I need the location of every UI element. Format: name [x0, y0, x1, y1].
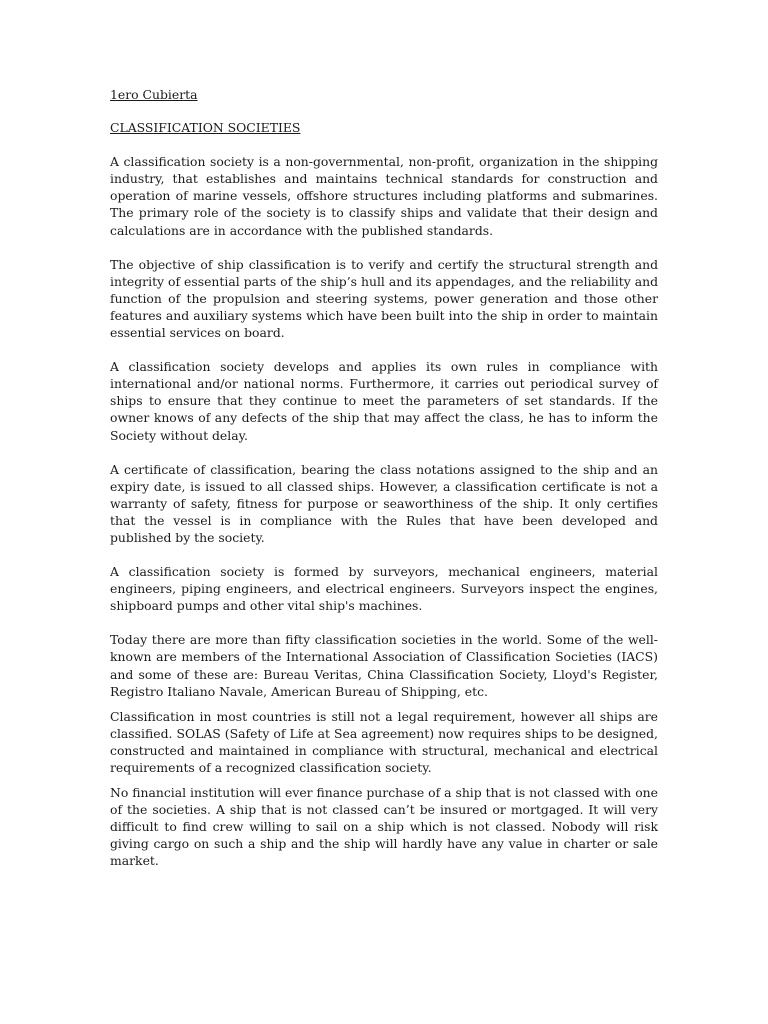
paragraph-legal: Classification in most countries is still not a legal requirement, however all ships are classified. SOLAS (Safety of Life at Sea agreement) now requires ships to be designed, constructed and maintained in compliance with structural, mechanical and electrical requirements of a recognized classification society. [110, 708, 658, 775]
paragraph-certificate: A certificate of classification, bearing the class notations assigned to the ship and an expiry date, is issued to all classed ships. However, a classification certificate is not a warranty of safety, fitness for purpose or seaworthiness of the ship. It only certifies that the vessel is in compliance with the Rules that have been developed and published by the society. [110, 461, 658, 545]
paragraph-finance: No financial institution will ever finance purchase of a ship that is not classed with one of the societies. A ship that is not classed can’t be insured or mortgaged. It will very difficult to find crew willing to sail on a ship which is not classed. Nobody will risk giving cargo on such a ship and the ship will hardly have any value in charter or sale market. [110, 785, 658, 869]
paragraph-definition: A classification society is a non-governmental, non-profit, organization in the shipping industry, that establishes and maintains technical standards for construction and operation of marine vessels, offshore structures including platforms and submarines. The primary role of the society is to classify ships and validate that their design and calculations are in accordance with the published standards. [110, 154, 658, 238]
document-body [110, 86, 658, 887]
paragraph-societies: Today there are more than fifty classification societies in the world. Some of the well-known are members of the International Association of Classification Societies (IACS) and some of these are: Bureau Veritas, China Classification Society, Lloyd's Register, Registro Italiano Navale, American Bureau of Shipping, etc. [110, 632, 658, 699]
paragraph-objective: The objective of ship classification is to verify and certify the structural strength and integrity of essential parts of the ship’s hull and its appendages, and the reliability and function of the propulsion and steering systems, power generation and those other features and auxiliary systems which have been built into the ship in order to maintain essential services on board. [110, 256, 658, 341]
document-label: 1ero Cubierta [110, 87, 198, 102]
document-heading: CLASSIFICATION SOCIETIES [110, 120, 301, 136]
paragraph-staff: A classification society is formed by surveyors, mechanical engineers, material engineers, piping engineers, and electrical engineers. Surveyors inspect the engines, shipboard pumps and other vital ship's machines. [110, 564, 658, 614]
paragraph-rules: A classification society develops and applies its own rules in compliance with international and/or national norms. Furthermore, it carries out periodical survey of ships to ensure that they continue to meet the parameters of set standards. If the owner knows of any defects of the ship that may affect the class, he has to inform the Society without delay. [110, 359, 658, 443]
